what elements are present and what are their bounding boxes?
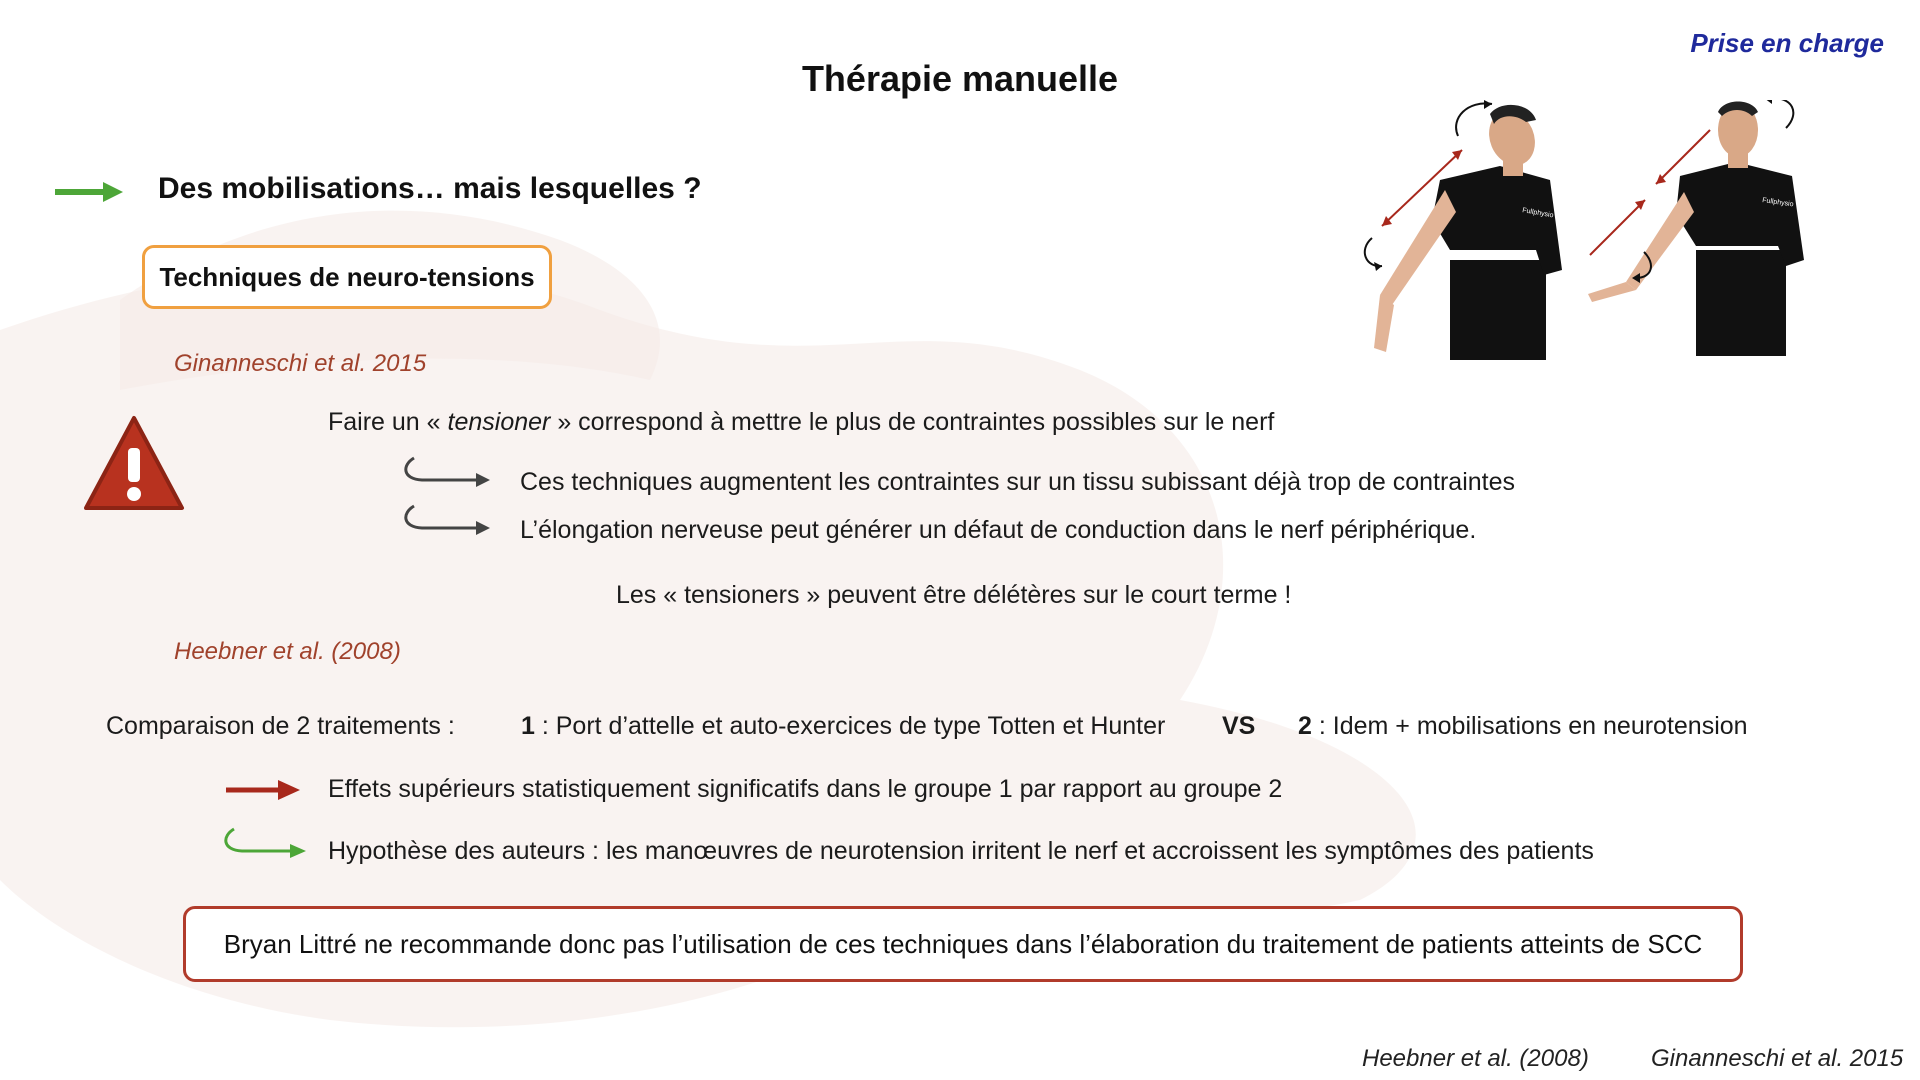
section-question: Des mobilisations… mais lesquelles ?	[158, 172, 702, 205]
authors-hypothesis: Hypothèse des auteurs : les manœuvres de neurotension irritent le nerf et accroissent les symptômes des patients	[328, 837, 1594, 865]
curved-arrow-icon	[402, 503, 492, 539]
right-arrow-icon	[55, 180, 125, 204]
treatment-2-number: 2	[1298, 712, 1312, 740]
tensioner-term: tensioner	[447, 408, 551, 436]
shirt-print-1: Fullphysio	[1521, 207, 1554, 220]
treatment-2-text: : Idem + mobilisations en neurotension	[1311, 712, 1748, 740]
reference-heebner: Heebner et al. (2008)	[174, 638, 401, 665]
curved-arrow-icon	[222, 826, 308, 862]
versus-label: VS	[1222, 712, 1256, 740]
curved-arrow-icon	[402, 455, 492, 491]
section-tag: Prise en charge	[1690, 28, 1884, 58]
treatment-1-number: 1	[521, 712, 535, 740]
treatment-1-text: : Port d’attelle et auto-exercices de type Totten et Hunter	[534, 712, 1166, 740]
point-constraints: Ces techniques augmentent les contraintes sur un tissu subissant déjà trop de contraintes	[520, 468, 1516, 496]
effects-result: Effets supérieurs statistiquement significatifs dans le groupe 1 par rapport au groupe 2	[328, 775, 1283, 803]
neurotension-demo-illustration	[1300, 100, 1870, 370]
tensioner-definition	[328, 408, 1274, 437]
reference-ginanneschi: Ginanneschi et al. 2015	[174, 350, 427, 377]
treatment-1	[521, 712, 1165, 741]
warning-icon	[82, 412, 186, 516]
technique-box: Techniques de neuro-tensions	[142, 245, 552, 309]
shirt-print-2: Fullphysio	[1761, 197, 1794, 209]
footer-reference-ginanneschi: Ginanneschi et al. 2015	[1651, 1045, 1904, 1072]
person-2-figure	[1588, 102, 1804, 357]
treatment-2	[1298, 712, 1748, 741]
deleterious-statement: Les « tensioners » peuvent être délétères sur le court terme !	[616, 581, 1292, 609]
point-elongation: L’élongation nerveuse peut générer un défaut de conduction dans le nerf périphérique.	[520, 516, 1477, 544]
person-1-figure	[1374, 104, 1562, 360]
page-title: Thérapie manuelle	[801, 58, 1119, 99]
tensioner-suffix: » correspond à mettre le plus de contraintes possibles sur le nerf	[550, 408, 1275, 436]
footer-reference-heebner: Heebner et al. (2008)	[1362, 1045, 1589, 1072]
tensioner-prefix: Faire un «	[328, 408, 448, 436]
comparison-label: Comparaison de 2 traitements :	[106, 712, 455, 740]
right-arrow-icon	[226, 778, 302, 802]
conclusion-box: Bryan Littré ne recommande donc pas l’utilisation de ces techniques dans l’élaboration du traitement de patients atteints de SCC	[183, 906, 1743, 982]
